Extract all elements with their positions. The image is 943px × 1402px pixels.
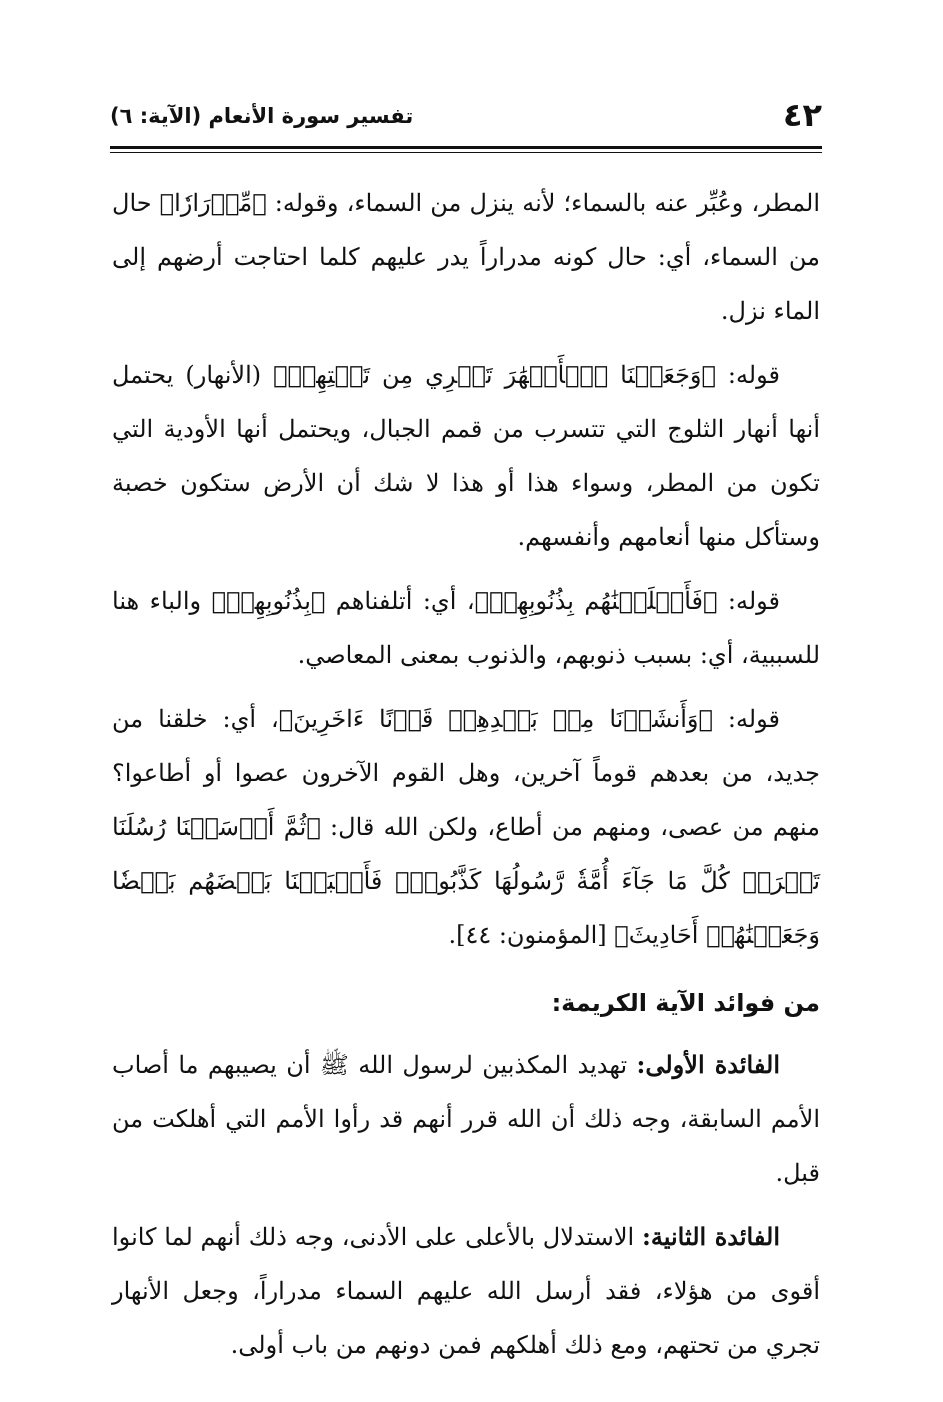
page-number: ٤٢ — [782, 96, 822, 134]
running-title: تفسير سورة الأنعام (الآية: ٦) — [110, 104, 414, 128]
benefit-2-text: الاستدلال بالأعلى على الأدنى، وجه ذلك أنهم لما كانوا أقوى من هؤلاء، فقد أرسل الله عليهم السماء مدراراً، وجعل الأنهار تجري من تحتهم، ومع ذلك أهلكهم فمن دونهم من باب أولى. — [112, 1223, 821, 1359]
benefit-2 — [112, 1210, 820, 1372]
page-header — [110, 96, 822, 146]
benefit-1-text: تهديد المكذبين لرسول الله ﷺ أن يصيبهم ما أصاب الأمم السابقة، وجه ذلك أن الله قرر أنهم قد رأوا الأمم التي أهلكت من قبل. — [112, 1051, 820, 1187]
paragraph-1: المطر، وعُبِّر عنه بالسماء؛ لأنه ينزل من السماء، وقوله: ﴿مِّدۡرَارٗا﴾ حال من السماء، أي: حال كونه مدراراً يدر عليهم كلما احتاجت أرضهم إلى الماء نزل. — [112, 189, 820, 325]
benefits-heading: من فوائد الآية الكريمة: — [551, 989, 820, 1017]
benefit-2-label: الفائدة الثانية: — [642, 1222, 780, 1251]
page-body — [112, 176, 820, 1382]
benefit-1-label: الفائدة الأولى: — [636, 1050, 780, 1079]
header-rule-thick — [110, 146, 822, 149]
paragraph-4: قوله: ﴿وَأَنشَأۡنَا مِنۢ بَعۡدِهِمۡ قَرۡنًا ءَاخَرِينَ﴾، أي: خلقنا من جديد، من بعدهم قوماً آخرين، وهل القوم الآخرون عصوا أو أطاعوا؟ منهم من عصى، ومنهم من أطاع، ولكن الله قال: ﴿ثُمَّ أَرۡسَلۡنَا رُسُلَنَا تَتۡرَاۖ كُلَّ مَا جَآءَ أُمَّةٗ رَّسُولُهَا كَذَّبُوهُۚ فَأَتۡبَعۡنَا بَعۡضَهُم بَعۡضٗا وَجَعَلۡنَٰهُمۡ أَحَادِيثَ﴾ [المؤمنون: ٤٤]. — [112, 705, 820, 949]
benefit-1 — [112, 1038, 820, 1200]
paragraph-3: قوله: ﴿فَأَهۡلَكۡنَٰهُم بِذُنُوبِهِمۡ﴾، أي: أتلفناهم ﴿بِذُنُوبِهِمۡ﴾ والباء هنا للسببية، أي: بسبب ذنوبهم، والذنوب بمعنى المعاصي. — [112, 587, 820, 669]
paragraph-2: قوله: ﴿وَجَعَلۡنَا ٱلۡأَنۡهَٰرَ تَجۡرِي مِن تَحۡتِهِمۡ﴾ (الأنهار) يحتمل أنها أنهار الثلوج التي تتسرب من قمم الجبال، ويحتمل أنها الأودية التي تكون من المطر، وسواء هذا أو هذا لا شك أن الأرض ستكون خصبة وستأكل منها أنعامهم وأنفسهم. — [112, 361, 820, 551]
header-rule-thin — [110, 152, 822, 153]
